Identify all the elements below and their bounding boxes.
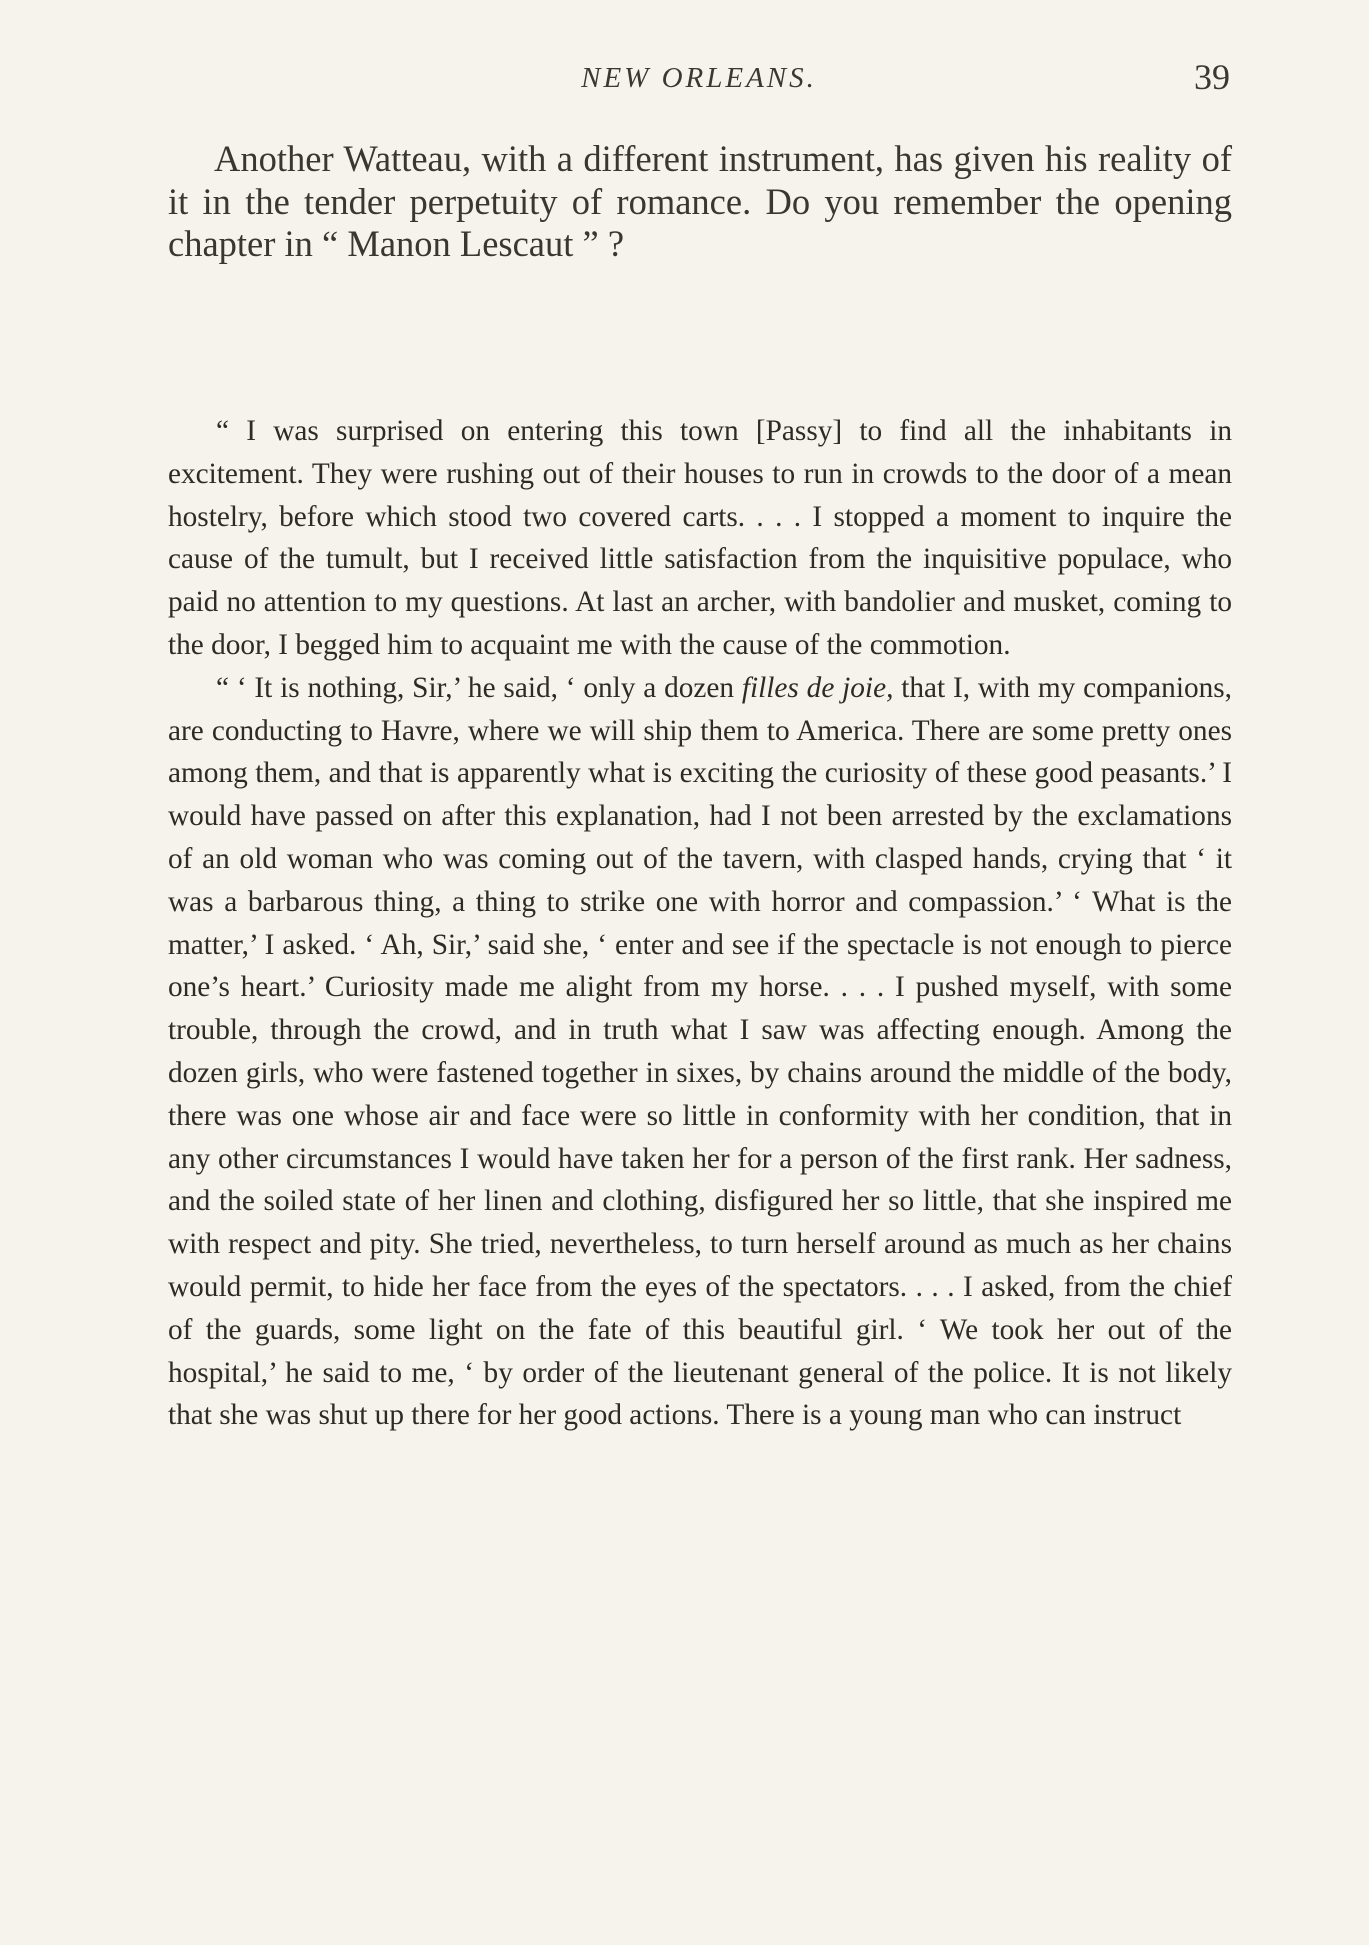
quote-paragraph-2 <box>168 667 1232 1437</box>
running-title: NEW ORLEANS. <box>581 62 817 94</box>
quoted-excerpt <box>168 410 1232 1437</box>
quote-paragraph-1: “ I was surprised on entering this town [Passy] to find all the inhabitants in excitement. They were rushing out of their houses to run in crowds to the door of a mean hostelry, before which stood two covered carts. . . . I stopped a moment to inquire the cause of the tumult, but I received little satisfaction from the inquisitive populace, who paid no attention to my questions. At last an archer, with bandolier and musket, coming to the door, I begged him to acquaint me with the cause of the commotion. <box>168 415 1232 661</box>
intro-paragraph: Another Watteau, with a different instrument, has given his reality of it in the tender perpetuity of romance. Do you remember the opening chapter in “ Manon Lescaut ” ? <box>168 138 1232 264</box>
quote-paragraph-2-rest: that I, with my companions, are conducting to Havre, where we will ship them to America. There are some pretty ones among them, and that is apparently what is exciting the curiosity of these good peasants.’ I would have passed on after this explanation, had I not been arrested by the exclamations of an old woman who was coming out of the tavern, with clasped hands, crying that ‘ it was a barbarous thing, a thing to strike one with horror and compassion.’ ‘ What is the matter,’ I asked. ‘ Ah, Sir,’ said she, ‘ enter and see if the spectacle is not enough to pierce one’s heart.’ Curiosity made me alight from my horse. . . . I pushed myself, with some trouble, through the crowd, and in truth what I saw was affecting enough. Among the dozen girls, who were fastened together in sixes, by chains around the middle of the body, there was one whose air and face were so little in conformity with her condition, that in any other circumstances I would have taken her for a person of the first rank. Her sadness, and the soiled state of her linen and clothing, disfigured her so little, that she inspired me with respect and pity. She tried, nevertheless, to turn herself around as much as her chains would permit, to hide her face from the eyes of the spectators. . . . I asked, from the chief of the guards, some light on the fate of this beautiful girl. ‘ We took her out of the hospital,’ he said to me, ‘ by order of the lieutenant general of the police. It is not likely that she was shut up there for her good actions. There is a young man who can instruct <box>168 671 1232 1432</box>
quote-italic-phrase: filles de joie, <box>741 671 894 704</box>
intro-section <box>168 138 1232 266</box>
quote-paragraph-2-start: “ ‘ It is nothing, Sir,’ he said, ‘ only a dozen <box>216 671 742 704</box>
running-head <box>168 56 1230 106</box>
page-number: 39 <box>1194 57 1230 97</box>
